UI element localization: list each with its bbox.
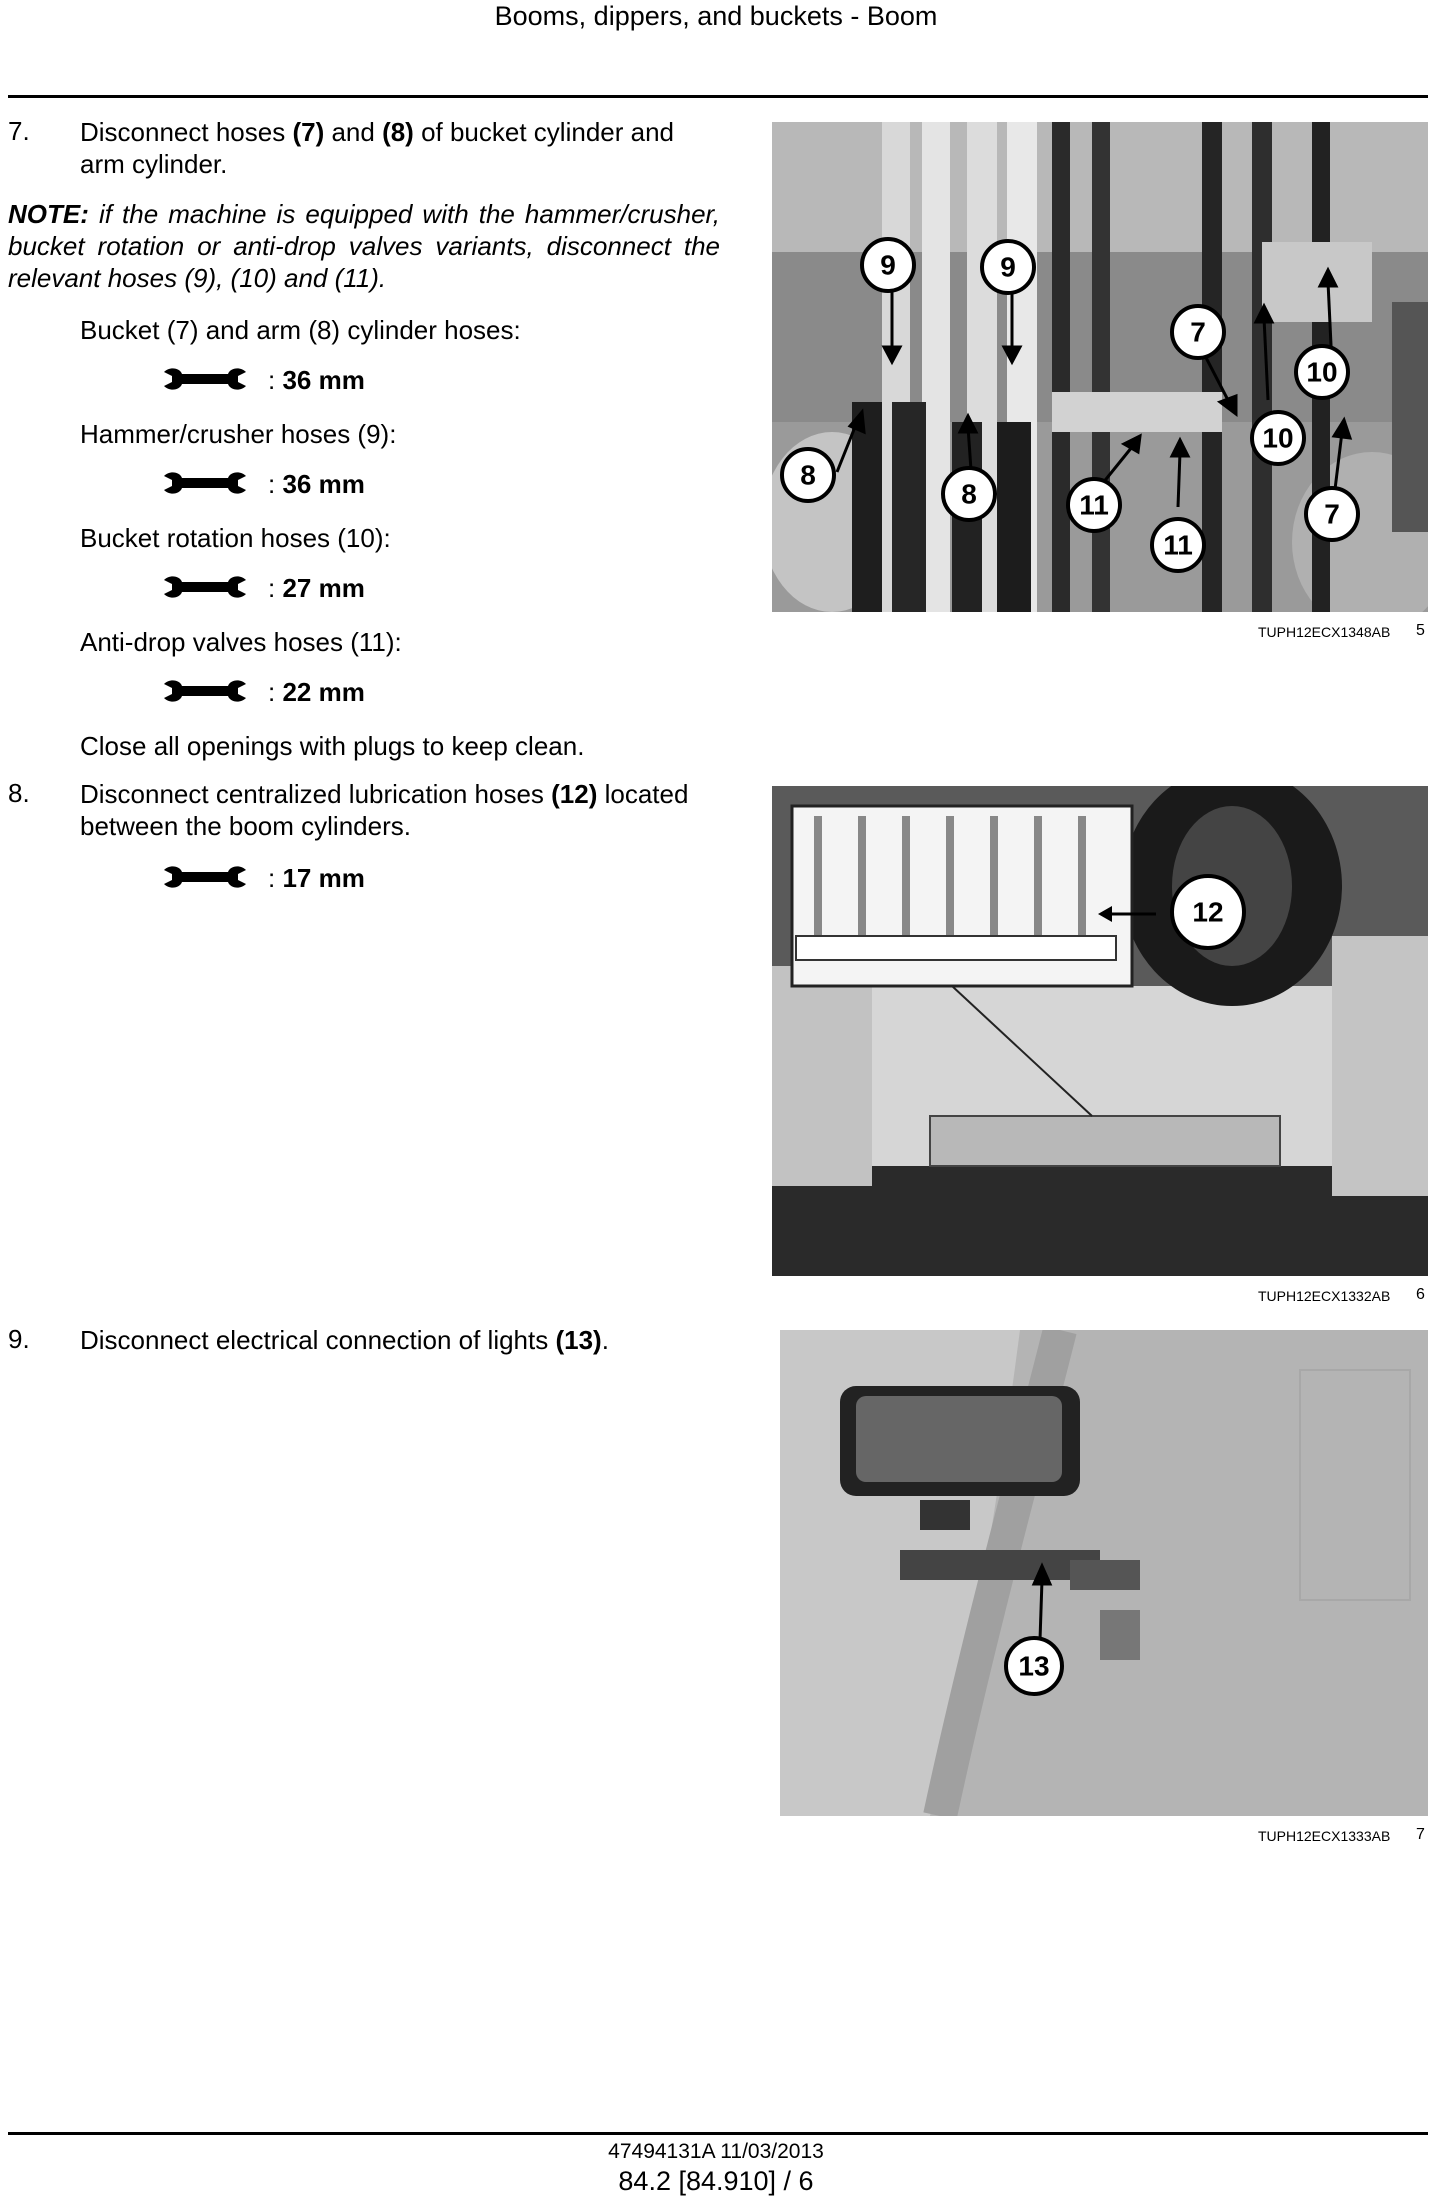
spec-rotation-label: Bucket rotation hoses (10): [80,523,391,553]
step-8-size: 17 mm [282,862,365,893]
callout-8b: 8 [961,478,977,510]
spec-hammer-label: Hammer/crusher hoses (9): [80,419,397,449]
figure-6-photo [772,786,1428,1276]
note-paragraph [8,198,720,294]
step-8-tool: : 17 mm [162,858,365,898]
callout-11a: 11 [1079,489,1109,521]
spec-antidrop-size: 22 mm [282,676,365,707]
footer-divider [8,2132,1428,2135]
step-7-text: Disconnect hoses (7) and (8) of bucket cylinder and arm cylinder. [80,117,674,179]
header-divider [8,95,1428,98]
wrench-icon [162,864,248,892]
close-openings-text: Close all openings with plugs to keep clean. [80,731,585,761]
spec-antidrop-tool: : 22 mm [162,672,365,712]
figure-7-number: 7 [1416,1826,1425,1843]
note-text: if the machine is equipped with the hammer/crusher, bucket rotation or anti-drop valves variants, disconnect the relevant hoses (9), (10) and (11). [8,199,720,293]
spec-bucket-arm-size: 36 mm [282,364,365,395]
spec-bucket-arm-label: Bucket (7) and arm (8) cylinder hoses: [80,315,521,345]
spec-rotation-size: 27 mm [282,572,365,603]
note-label: NOTE: [8,199,89,229]
callout-9b: 9 [1000,251,1016,283]
callout-10a: 10 [1306,356,1338,388]
callout-9a: 9 [880,249,896,281]
callout-7a: 7 [1190,316,1206,348]
spec-bucket-arm-tool: : 36 mm [162,360,365,400]
callout-7b: 7 [1324,498,1340,530]
figure-5-number: 5 [1416,622,1425,639]
figure-7-photo [780,1330,1428,1816]
callout-8a: 8 [800,459,816,491]
page-header-title: Booms, dippers, and buckets - Boom [494,1,938,31]
wrench-icon [162,366,248,394]
spec-antidrop-label: Anti-drop valves hoses (11): [80,627,402,657]
wrench-icon [162,470,248,498]
step-9-text: Disconnect electrical connection of lights (13). [80,1325,609,1355]
footer-doc-id: 47494131A 11/03/2013 [608,2140,824,2163]
spec-rotation-tool: : 27 mm [162,568,365,608]
callout-11b: 11 [1163,529,1193,561]
wrench-icon [162,678,248,706]
callout-12: 12 [1192,896,1224,928]
figure-5-photo [772,122,1428,612]
figure-7-caption: TUPH12ECX1333AB [1258,1828,1391,1844]
figure-6-number: 6 [1416,1286,1425,1303]
callout-10b: 10 [1262,422,1294,454]
step-9-number: 9. [8,1324,30,1354]
figure-5-caption: TUPH12ECX1348AB [1258,624,1391,640]
figure-6-caption: TUPH12ECX1332AB [1258,1288,1391,1304]
step-8-text: Disconnect centralized lubrication hoses (12) located between the boom cylinders. [80,779,689,841]
spec-hammer-tool: : 36 mm [162,464,365,504]
footer-page-number: 84.2 [84.910] / 6 [618,2166,814,2196]
step-7-number: 7. [8,116,30,146]
wrench-icon [162,574,248,602]
step-8-number: 8. [8,778,30,808]
callout-13: 13 [1018,1650,1050,1682]
spec-hammer-size: 36 mm [282,468,365,499]
